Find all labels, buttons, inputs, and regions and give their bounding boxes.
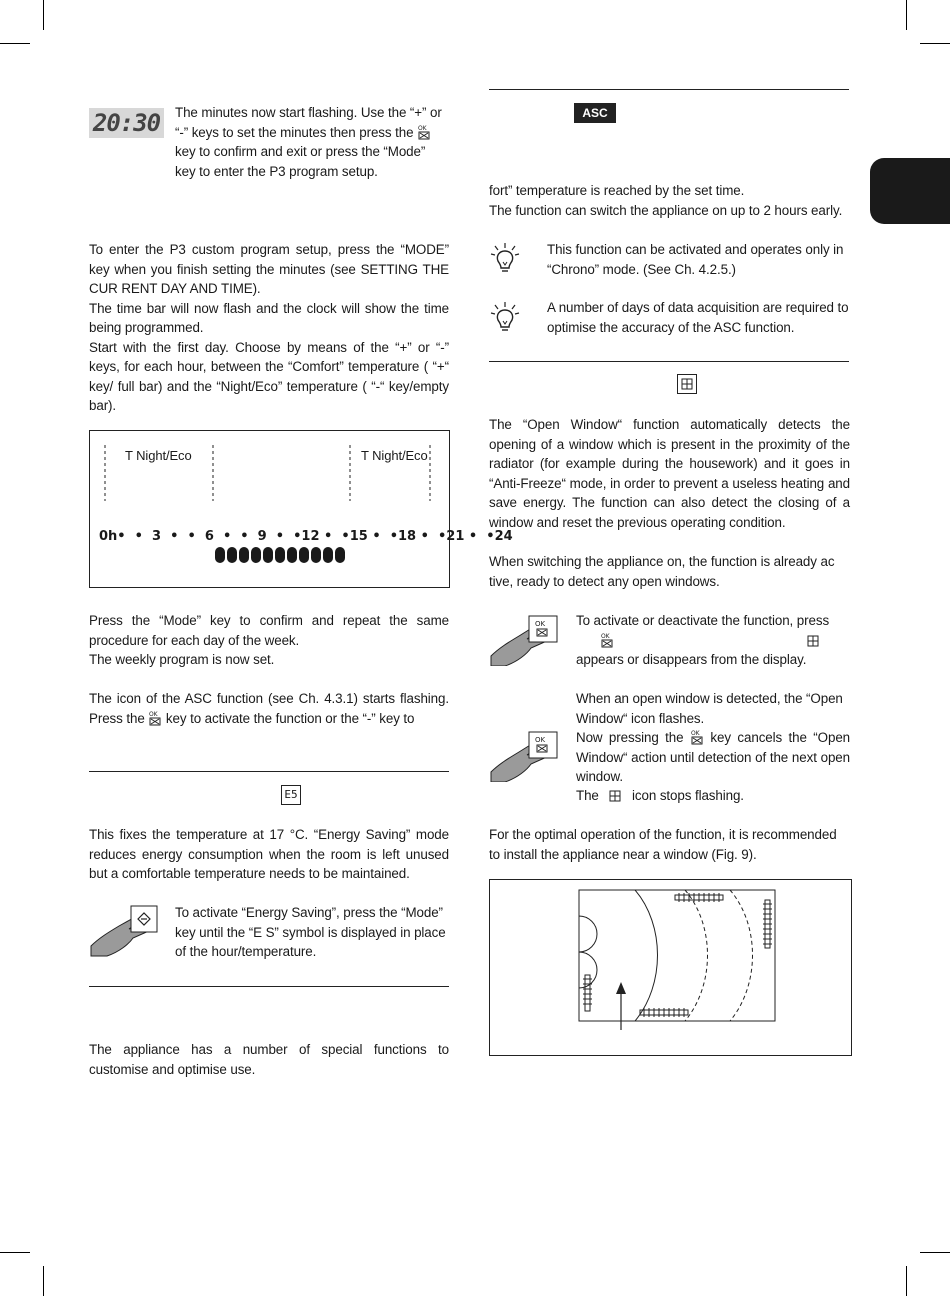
section-divider — [489, 89, 849, 90]
crop-mark — [43, 0, 44, 30]
svg-text:OK: OK — [418, 124, 427, 132]
comfort-hour-bars — [215, 547, 345, 563]
cancel-text-a: Now pressing the — [576, 730, 684, 745]
program-time-bar-figure — [89, 430, 513, 588]
lightbulb-tip-icon — [490, 242, 520, 279]
asc-flash-paragraph — [89, 689, 449, 728]
hand-mode-key-icon — [89, 902, 161, 963]
room-diagram-figure — [489, 879, 852, 1056]
activate-text-a: To activate or deactivate the function, press — [576, 613, 830, 628]
activate-paragraph — [576, 611, 850, 670]
cancel-text-b: key cancels the “Open Window“ action until detection of the next open window. — [576, 730, 851, 784]
weekly-line-2: The weekly program is now set. — [89, 652, 275, 667]
p3-line-2: The time bar will now flash and the clock will show the time being programmed. — [89, 300, 449, 335]
p3-line-3: Start with the first day. Choose by means of the “+” or “-” keys, for each hour, between the “Comfort” temperature ( “+“ key/ full bar) and the “Night/Eco” temperature ( “-“ key/empty bar). — [89, 339, 449, 413]
asc-badge-icon: ASC — [574, 103, 616, 123]
comfort-hour-bar — [251, 547, 261, 563]
hand-ok-key-icon — [489, 614, 561, 671]
stops-text-b: icon stops flashing. — [632, 788, 744, 803]
comfort-hour-bar — [323, 547, 333, 563]
section-divider — [89, 986, 449, 987]
hour-scale: 0h• • 3 • • 6 • • 9 • •12 • •15 • •18 • •21 • •24 — [99, 529, 513, 544]
ok-key-icon — [417, 124, 431, 140]
crop-mark — [920, 43, 950, 44]
label-night-eco-left: T Night/Eco — [125, 448, 192, 463]
crop-mark — [43, 1266, 44, 1296]
stops-flashing-paragraph — [576, 786, 850, 806]
comfort-hour-bar — [311, 547, 321, 563]
asc-line-1: fort” temperature is reached by the set time. — [489, 183, 745, 198]
open-window-small-icon — [806, 634, 820, 650]
comfort-hour-bar — [215, 547, 225, 563]
room-diagram-svg — [490, 880, 851, 1055]
special-functions-paragraph: The appliance has a number of special functions to customise and optimise use. — [89, 1042, 449, 1077]
switching-on-paragraph: When switching the appliance on, the function is already ac tive, ready to detect any open windows. — [489, 554, 835, 589]
lcd-clock-display: 20:30 — [89, 108, 164, 138]
ok-key-icon — [148, 710, 162, 726]
comfort-hour-bar — [275, 547, 285, 563]
detected-paragraph: When an open window is detected, the “Open Window“ icon flashes. — [576, 691, 843, 726]
asc-paragraph — [489, 181, 851, 220]
svg-text:OK: OK — [535, 736, 546, 744]
tip-chrono-mode: This function can be activated and operates only in “Chrono” mode. (See Ch. 4.2.5.) — [547, 242, 844, 277]
crop-mark — [906, 0, 907, 30]
section-divider — [489, 361, 849, 362]
hand-ok-key-icon — [489, 730, 561, 787]
stops-text-a: The — [576, 788, 599, 803]
energy-saving-paragraph: This fixes the temperature at 17 °C. “Energy Saving” mode reduces energy consumption when the room is left unused but a comfortable temperature needs to be maintained. — [89, 827, 449, 881]
svg-text:OK: OK — [690, 730, 700, 737]
crop-mark — [0, 43, 30, 44]
ok-key-icon — [690, 729, 704, 745]
lightbulb-tip-icon — [490, 301, 520, 338]
label-night-eco-right: T Night/Eco — [361, 448, 428, 463]
crop-mark — [906, 1266, 907, 1296]
asc-line-2: The function can switch the appliance on up to 2 hours early. — [489, 202, 843, 218]
crop-mark — [0, 1252, 30, 1253]
open-window-icon — [677, 374, 697, 394]
minutes-paragraph — [175, 103, 449, 181]
svg-text:OK: OK — [601, 632, 610, 640]
energy-saving-instruction: To activate “Energy Saving”, press the “Mode” key until the “E S” symbol is displayed in place of the hour/temperature. — [175, 905, 446, 959]
svg-text:OK: OK — [535, 620, 546, 628]
chapter-tab — [870, 158, 950, 224]
comfort-hour-bar — [335, 547, 345, 563]
svg-text:OK: OK — [149, 710, 158, 718]
weekly-paragraph — [89, 611, 449, 670]
comfort-hour-bar — [263, 547, 273, 563]
activate-text-b: appears or disappears from the display. — [576, 652, 807, 667]
comfort-hour-bar — [227, 547, 237, 563]
open-window-paragraph: The “Open Window“ function automatically detects the opening of a window which is present in the proximity of the radiator (for example during the housework) and it goes in “Anti-Freeze“ mode, in order to prevent a useless heating and save energy. The function can also detect the closing of a window and reset the previous operating condition. — [489, 417, 850, 530]
ok-key-icon — [600, 632, 614, 648]
open-window-small-icon — [608, 789, 622, 805]
comfort-hour-bar — [287, 547, 297, 563]
tip-data-acquisition: A number of days of data acquisition are required to optimise the accuracy of the ASC function. — [547, 300, 849, 335]
energy-saving-icon: E5 — [281, 785, 301, 805]
minutes-text-a: The minutes now start flashing. Use the “+” or “-” keys to set the minutes then press the — [175, 105, 442, 140]
p3-line-1: To enter the P3 custom program setup, press the “MODE” key when you finish setting the minutes (see SETTING THE CUR RENT DAY AND TIME). — [89, 242, 449, 296]
optimal-operation-paragraph: For the optimal operation of the function, it is recommended to install the appliance near a window (Fig. 9). — [489, 827, 837, 862]
cancel-paragraph — [576, 728, 850, 787]
asc-flash-text-a: The icon of the ASC function (see Ch. 4.3.1) starts flashing. Press the — [89, 691, 449, 726]
comfort-hour-bar — [299, 547, 309, 563]
p3-setup-paragraph — [89, 240, 449, 416]
section-divider — [89, 771, 449, 772]
weekly-line-1: Press the “Mode” key to confirm and repeat the same procedure for each day of the week. — [89, 613, 449, 648]
crop-mark — [920, 1252, 950, 1253]
comfort-hour-bar — [239, 547, 249, 563]
minutes-text-b: key to confirm and exit or press the “Mode” key to enter the P3 program setup. — [175, 144, 426, 179]
asc-flash-text-b: key to activate the function or the “-” key to — [165, 710, 415, 726]
